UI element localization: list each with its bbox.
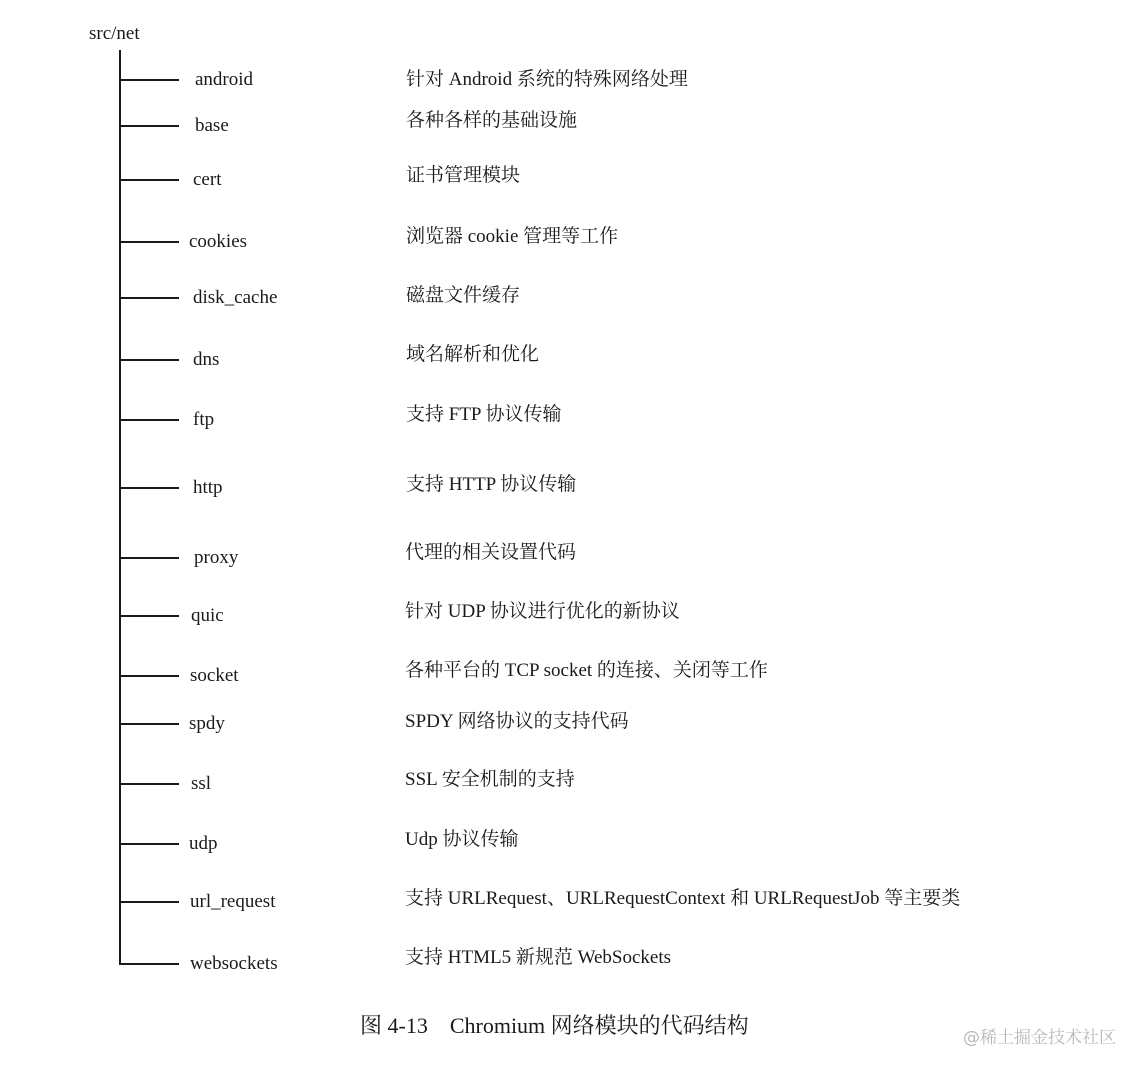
directory-description: SSL 安全机制的支持 <box>405 769 575 790</box>
directory-name: http <box>193 477 223 498</box>
figure-number: 图 4-13 <box>360 1013 428 1038</box>
directory-description: 证书管理模块 <box>406 165 521 186</box>
branch-line <box>119 241 179 243</box>
branch-line <box>119 901 179 903</box>
directory-name: socket <box>190 665 239 686</box>
directory-name: disk_cache <box>193 287 278 308</box>
directory-description: 域名解析和优化 <box>406 344 540 365</box>
directory-name: cookies <box>189 231 248 252</box>
branch-line <box>119 297 179 299</box>
directory-name: quic <box>191 605 224 626</box>
directory-name: dns <box>193 349 220 370</box>
directory-name: spdy <box>189 713 225 734</box>
branch-line <box>119 843 179 845</box>
directory-description: 支持 URLRequest、URLRequestContext 和 URLRequestJob 等主要类 <box>405 888 961 909</box>
directory-name: base <box>195 115 229 136</box>
directory-description: 针对 Android 系统的特殊网络处理 <box>406 69 688 90</box>
branch-line <box>119 723 179 725</box>
branch-line <box>119 79 179 81</box>
branch-line <box>119 783 179 785</box>
figure-title: Chromium 网络模块的代码结构 <box>449 1013 749 1038</box>
watermark: @稀土掘金技术社区 <box>963 1028 1116 1048</box>
directory-description: 支持 FTP 协议传输 <box>406 404 562 425</box>
directory-description: 各种平台的 TCP socket 的连接、关闭等工作 <box>405 660 768 681</box>
branch-line <box>119 615 179 617</box>
directory-name: cert <box>193 169 222 190</box>
branch-line <box>119 359 179 361</box>
directory-description: 各种各样的基础设施 <box>406 110 578 131</box>
root-directory-label: src/net <box>89 23 140 44</box>
directory-description: Udp 协议传输 <box>405 829 519 850</box>
figure-caption <box>360 1012 749 1040</box>
directory-description: 浏览器 cookie 管理等工作 <box>406 226 619 247</box>
directory-name: ssl <box>191 773 212 794</box>
directory-name: ftp <box>193 409 215 430</box>
directory-description: 磁盘文件缓存 <box>406 285 521 306</box>
tree-trunk-line <box>119 50 121 965</box>
directory-name: android <box>195 69 254 90</box>
branch-line <box>119 963 179 965</box>
branch-line <box>119 487 179 489</box>
directory-description: 支持 HTML5 新规范 WebSockets <box>405 947 672 968</box>
directory-name: websockets <box>190 953 278 974</box>
directory-name: udp <box>189 833 218 854</box>
directory-description: 支持 HTTP 协议传输 <box>406 474 577 495</box>
directory-description: 针对 UDP 协议进行优化的新协议 <box>405 601 680 622</box>
directory-description: 代理的相关设置代码 <box>405 542 577 563</box>
branch-line <box>119 557 179 559</box>
branch-line <box>119 179 179 181</box>
branch-line <box>119 675 179 677</box>
directory-name: url_request <box>190 891 276 912</box>
branch-line <box>119 419 179 421</box>
branch-line <box>119 125 179 127</box>
directory-name: proxy <box>194 547 239 568</box>
directory-description: SPDY 网络协议的支持代码 <box>405 711 629 732</box>
